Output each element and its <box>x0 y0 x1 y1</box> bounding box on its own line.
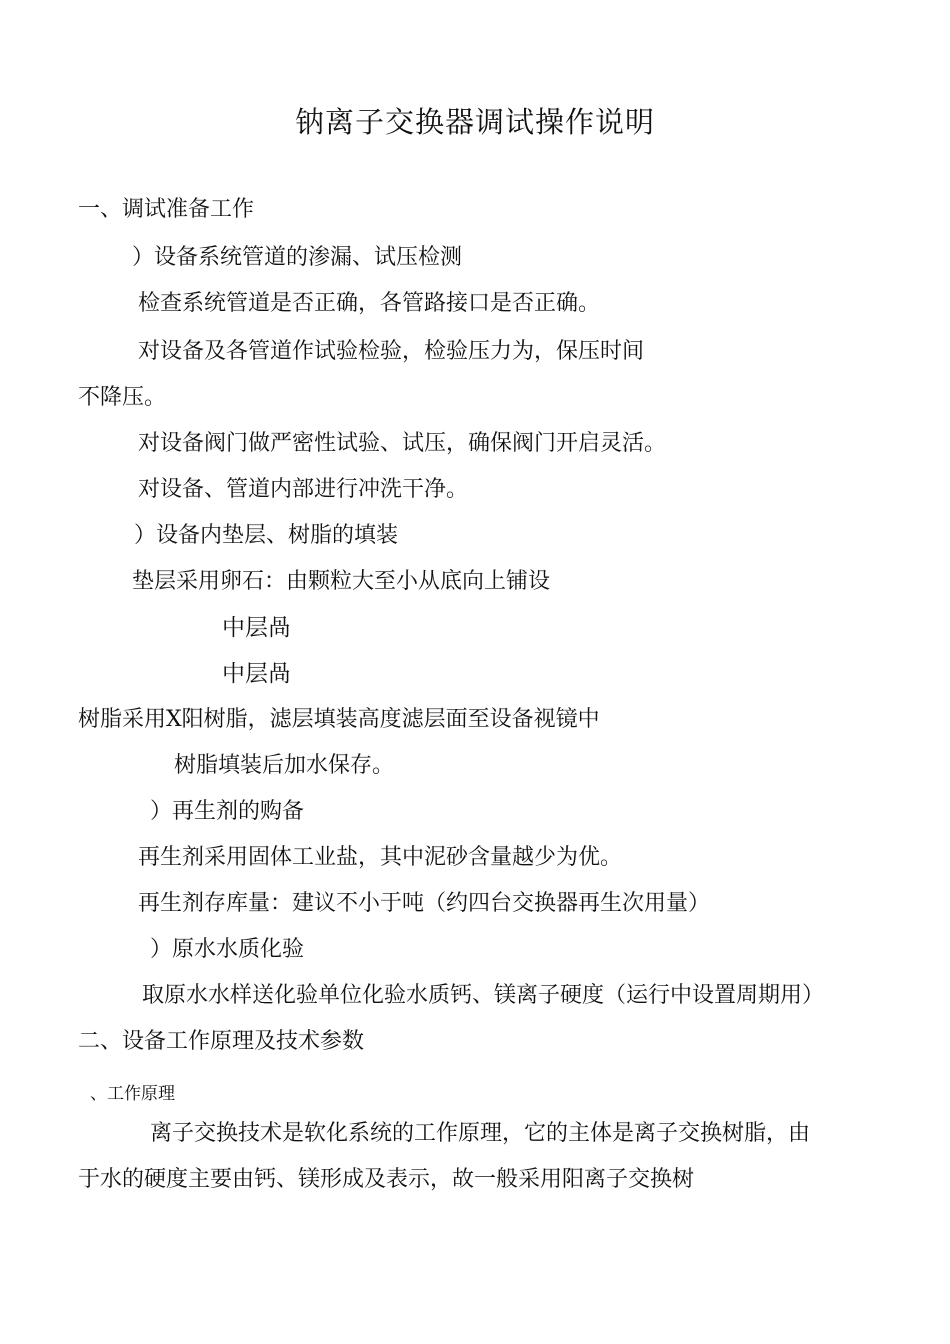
section-heading-preparation: 一、调试准备工作 <box>78 197 255 222</box>
paragraph-line: 取原水水样送化验单位化验水质钙、镁离子硬度（运行中设置周期用） <box>142 983 825 1008</box>
paragraph-line: 树脂采用X阳树脂，滤层填装高度滤层面至设备视镜中 <box>78 707 600 732</box>
paragraph-line: 中层咼 <box>222 615 291 641</box>
subsection-heading-water-test: ）原水水质化验 <box>150 937 305 962</box>
section-heading-principle: 二、设备工作原理及技术参数 <box>78 1029 365 1054</box>
subsection-heading-filling: ）设备内垫层、树脂的填装 <box>134 523 399 548</box>
paragraph-line: 离子交换技术是软化系统的工作原理，它的主体是离子交换树脂，由 <box>150 1121 811 1146</box>
paragraph-line: 检查系统管道是否正确，各管路接口是否正确。 <box>138 291 601 316</box>
subsection-heading-regenerant: ）再生剂的购备 <box>150 799 305 824</box>
paragraph-line: 垫层采用卵石：由颗粒大至小从底向上铺设 <box>132 569 551 594</box>
document-title: 钠离子交换器调试操作说明 <box>294 105 655 139</box>
paragraph-line: 树脂填装后加水保存。 <box>174 753 395 778</box>
paragraph-line: 不降压。 <box>78 385 167 410</box>
paragraph-line: 中层咼 <box>222 661 291 687</box>
paragraph-line: 再生剂存库量：建议不小于吨（约四台交换器再生次用量） <box>138 891 711 916</box>
paragraph-line: 于水的硬度主要由钙、镁形成及表示，故一般采用阳离子交换树 <box>78 1167 695 1192</box>
paragraph-line: 再生剂采用固体工业盐，其中泥砂含量越少为优。 <box>138 845 623 870</box>
subsection-heading-leak-test: ）设备系统管道的渗漏、试压检测 <box>132 245 463 270</box>
paragraph-line: 对设备、管道内部进行冲洗干净。 <box>138 477 469 502</box>
paragraph-line: 对设备阀门做严密性试验、试压，确保阀门开启灵活。 <box>138 431 667 456</box>
subsection-heading-working-principle: 、工作原理 <box>90 1084 175 1104</box>
paragraph-line: 对设备及各管道作试验检验，检验压力为，保压时间 <box>138 339 645 364</box>
